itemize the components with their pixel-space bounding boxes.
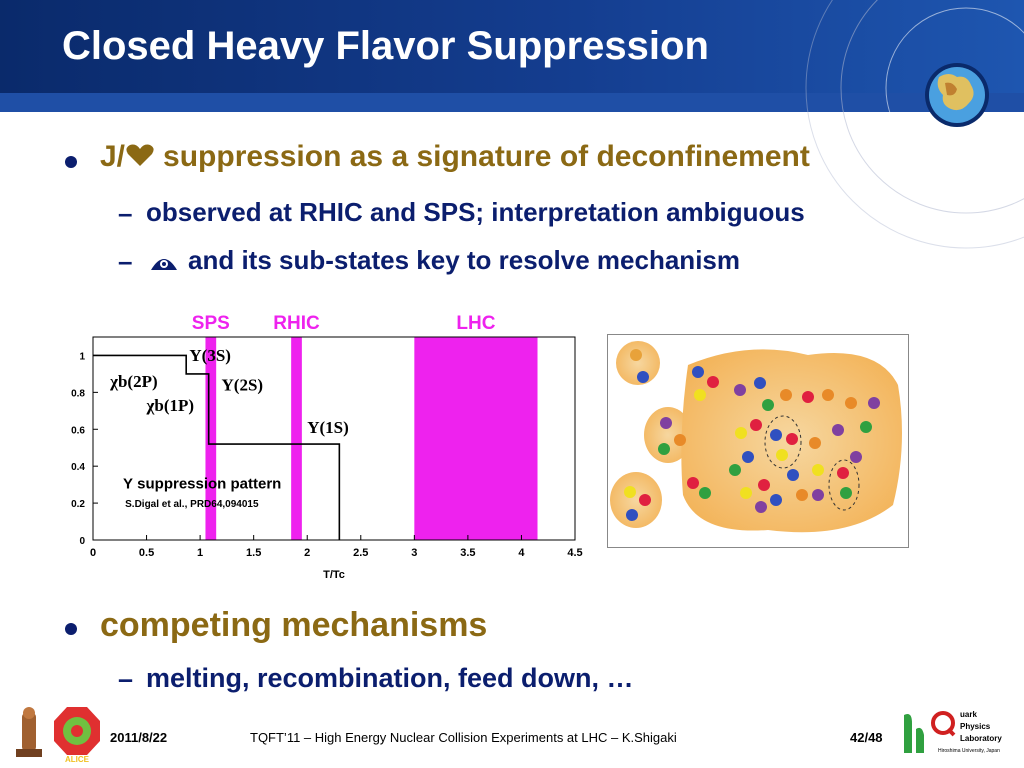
region-lhc	[414, 337, 537, 540]
y-tick-label: 0.6	[71, 425, 85, 437]
x-tick-label: 3	[411, 547, 418, 559]
x-tick-label: 2.5	[353, 547, 369, 559]
subbullet-3: melting, recombination, feed down, …	[146, 663, 634, 693]
qpl-line-1: uark	[960, 710, 977, 719]
label-y3s: Υ(3S)	[189, 345, 231, 365]
bullet-dot	[65, 156, 77, 168]
alice-logo	[52, 705, 102, 763]
suppression-chart	[60, 300, 590, 590]
subbullet-1: observed at RHIC and SPS; interpretation ambiguous	[146, 197, 805, 227]
x-tick-label: 2	[304, 547, 311, 559]
dash-marker: –	[118, 198, 133, 228]
y-tick-label: 0	[79, 536, 85, 547]
y-tick-label: 0.4	[71, 462, 85, 474]
page-title: Closed Heavy Flavor Suppression	[62, 24, 709, 68]
x-tick-label: 3.5	[460, 547, 476, 559]
reference-label: S.Digal et al., PRD64,094015	[125, 498, 259, 510]
pattern-label: Υ suppression pattern	[122, 475, 282, 493]
globe-icon	[897, 55, 1017, 175]
bullet-1-prefix: J/	[100, 140, 126, 173]
y-tick-label: 0.2	[71, 499, 85, 511]
label-chib2p: χb(2P)	[110, 371, 158, 391]
y-tick-label: 1	[79, 351, 85, 363]
x-axis-label: T/Tc	[323, 569, 345, 581]
upsilon-icon	[149, 254, 179, 272]
region-label: SPS	[191, 313, 230, 334]
x-tick-label: 4.5	[567, 547, 583, 559]
dash-marker: –	[118, 664, 134, 694]
region-label: RHIC	[273, 313, 320, 334]
svg-text:ALICE: ALICE	[65, 755, 89, 763]
x-tick-label: 0.5	[138, 547, 155, 559]
x-tick-label: 1.5	[246, 547, 262, 559]
page-number: 42/48	[850, 730, 883, 745]
bullet-1	[100, 140, 810, 174]
label-chib1p: χb(1P)	[146, 395, 195, 415]
y-tick-label: 0.8	[71, 388, 85, 400]
qpl-line-4: Hiroshima University, Japan	[938, 748, 1000, 754]
x-tick-label: 1	[197, 547, 204, 559]
dash-marker: –	[118, 246, 133, 276]
bullet-2: competing mechanisms	[100, 606, 488, 644]
chart-svg	[60, 300, 590, 590]
footer-date: 2011/8/22	[110, 730, 168, 745]
region-label: LHC	[456, 313, 496, 334]
qpl-line-3: Laboratory	[960, 734, 1002, 743]
subbullet-2: and its sub-states key to resolve mechanism	[188, 245, 740, 275]
qpl-logo	[898, 705, 1018, 760]
bullet-dot	[65, 623, 77, 635]
qpl-line-2: Physics	[960, 722, 991, 731]
plasma-svg	[608, 335, 908, 547]
x-tick-label: 4	[518, 547, 525, 559]
heart-icon	[125, 142, 155, 168]
figure-logo	[10, 705, 50, 760]
region-rhic	[291, 337, 302, 540]
label-y1s: Υ(1S)	[307, 417, 349, 437]
x-tick-label: 0	[89, 547, 97, 559]
footer-text: TQFT’11 – High Energy Nuclear Collision Experiments at LHC – K.Shigaki	[250, 730, 677, 745]
plasma-illustration	[607, 334, 909, 548]
label-y2s: Υ(2S)	[221, 375, 264, 395]
bullet-1-text: suppression as a signature of deconfinement	[163, 140, 810, 173]
